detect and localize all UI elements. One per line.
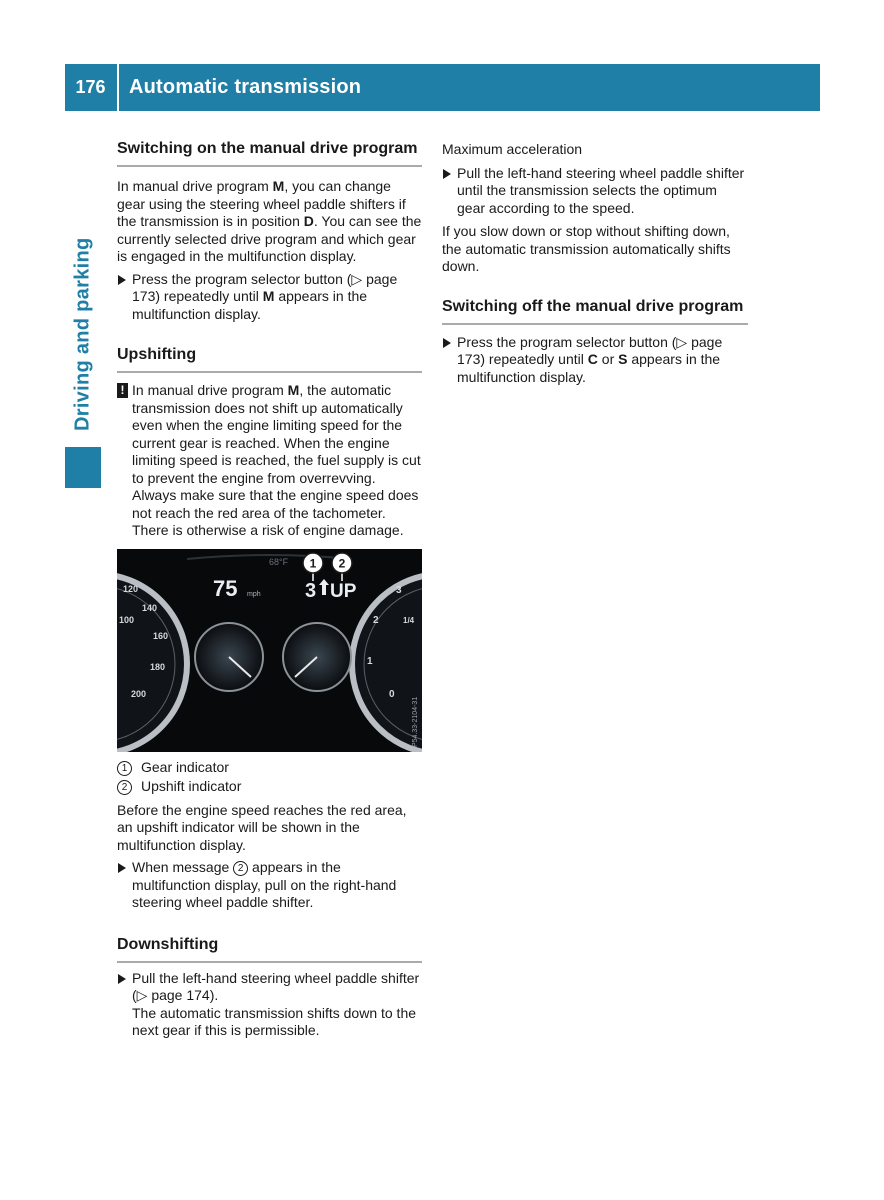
legend-number: 1 [117, 761, 132, 776]
step-arrow-icon [118, 275, 126, 285]
speed-tick: 100 [119, 614, 135, 625]
speed-readout: 75 [213, 575, 238, 601]
downshift-step-text: Pull the left-hand steering wheel paddle shifter (▷ page 174). [132, 969, 420, 1003]
step-arrow-icon [118, 863, 126, 873]
max-accel-step-text: Pull the left-hand steering wheel paddle shifter until the transmission selects the optimum gear according to the speed. [457, 164, 745, 216]
heading-downshifting: Downshifting [117, 934, 422, 963]
temperature-readout: 68°F [269, 556, 289, 567]
step-arrow-icon [443, 338, 451, 348]
right-column [442, 138, 748, 386]
rpm-tick: 2 [373, 614, 379, 626]
downshift-step [117, 970, 422, 1040]
legend-text: Gear indicator [141, 758, 229, 775]
callout-2-label: 2 [338, 556, 346, 570]
step-arrow-icon [443, 169, 451, 179]
rpm-tick: 0 [389, 688, 395, 700]
downshift-result: The automatic transmission shifts down to the next gear if this is permissible. [132, 1004, 417, 1038]
upshift-step-a: When message [132, 859, 234, 875]
warning-icon: ! [117, 383, 128, 398]
figure-code: P54.33-2104-31 [412, 696, 419, 747]
max-accel-step [442, 165, 748, 218]
speed-tick: 120 [123, 583, 139, 594]
switch-off-step [442, 334, 748, 387]
step-arrow-icon [118, 974, 126, 984]
legend-item [117, 759, 422, 777]
max-accel-body: If you slow down or stop without shifting down, the automatic transmission automatically shifts down. [442, 223, 731, 274]
speed-tick: 140 [142, 602, 158, 613]
manual-step-text: Press the program selector button (▷ page 173) repeatedly until M appears in the multifunction display. [132, 270, 398, 322]
legend-item [117, 778, 422, 796]
heading-switch-off: Switching off the manual drive program [442, 296, 748, 325]
manual-step [117, 271, 422, 324]
upshift-indicator: UP [330, 580, 357, 602]
callout-1-label: 1 [309, 556, 317, 570]
instrument-cluster-figure [117, 549, 422, 752]
rpm-tick: 1/4 [403, 615, 415, 625]
legend-text: Upshift indicator [141, 778, 242, 794]
upshift-step-b: appears in the multifunction display, pull on the right-hand steering wheel paddle shifter. [132, 859, 397, 910]
heading-manual-program: Switching on the manual drive program [117, 138, 422, 167]
callout-ref-number: 2 [233, 861, 248, 876]
figure-legend [117, 759, 422, 796]
engine-warning [117, 382, 422, 540]
upshift-step [117, 859, 422, 912]
upshift-body: Before the engine speed reaches the red area, an upshift indicator will be shown in the multifunction display. [117, 801, 407, 853]
manual-intro: In manual drive program M, you can change gear using the steering wheel paddle shifters if the transmission is in position D. You can see the currently selected drive program and which gear is engaged in the multifunction display. [117, 178, 422, 264]
heading-upshifting: Upshifting [117, 344, 422, 373]
speed-tick: 200 [131, 688, 147, 699]
max-accel-title: Maximum acceleration [442, 141, 583, 157]
speed-unit: mph [247, 590, 261, 598]
page-number: 176 [75, 77, 106, 97]
rpm-tick: 3 [396, 584, 402, 596]
page-header [65, 64, 820, 111]
rpm-tick: 1 [367, 655, 373, 667]
left-column [117, 138, 422, 1040]
speed-tick: 160 [153, 630, 169, 641]
speed-tick: 180 [150, 661, 166, 672]
section-tab-marker [65, 447, 101, 488]
legend-number: 2 [117, 780, 132, 795]
engine-warning-text: In manual drive program M, the automatic transmission does not shift up automatically even when the engine limiting speed for the current gear is reached. When the engine limiting speed is reached, the fuel supply is cut to prevent the engine from overrevving. Always make sure that the engine speed does not reach the red area of the tachometer. There is otherwise a risk of engine damage. [132, 382, 421, 538]
page-title: Automatic transmission [129, 76, 362, 98]
switch-off-step-text: Press the program selector button (▷ page 173) repeatedly until C or S appears in the multifunction display. [457, 333, 723, 385]
gear-indicator: 3 [305, 579, 317, 602]
header-divider [117, 64, 119, 111]
section-side-label: Driving and parking [71, 237, 94, 432]
